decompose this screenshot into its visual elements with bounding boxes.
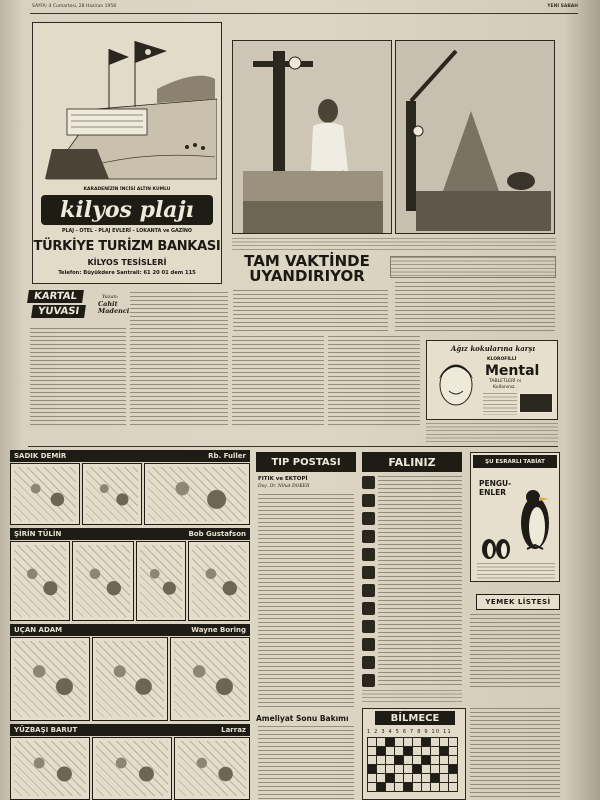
zodiac-icon [362,476,375,489]
comic-panel [82,463,142,525]
zodiac-icon [362,602,375,615]
mental-sub-2: Kullanınız. [493,385,516,390]
woman-face-illustration [431,355,481,415]
feature-photo-right [395,40,555,234]
zodiac-icon [362,566,375,579]
comic-header-ucan [10,624,250,636]
mental-sub-1: TABLETLERİ ni [489,379,522,384]
faliniz-list [362,476,462,686]
zodiac-icon [362,674,375,687]
page-header-date: SAYFA: 4 Cumartesi, 28 Haziran 1958 [32,4,117,9]
bilmece-numbers: 1 2 3 4 5 6 7 8 9 10 11 [367,729,452,735]
comic-author-sadik: Rb. Fuller [208,452,246,460]
comic-header-sirin [10,528,250,540]
tip-postasi-title: TIP POSTASI [271,456,341,468]
yemek-text [470,614,560,690]
zodiac-icon [362,494,375,507]
yemek-title: YEMEK LİSTESİ [485,598,551,606]
comic-title-yuzbasi: YÜZBAŞI BARUT [14,726,78,734]
comic-panel [10,737,90,800]
kilyos-facilities: KİLYOS TESİSLERİ [87,258,167,267]
feature-headline [232,254,382,284]
kartal-title-1: KARTAL [27,290,84,303]
tip-postasi-header [256,452,356,472]
comic-panel [92,637,168,721]
comic-title-ucan: UÇAN ADAM [14,626,63,634]
faliniz-header [362,452,462,472]
comic-panel [144,463,250,525]
comic-panel [72,541,134,621]
mental-text [483,393,517,415]
comic-author-sirin: Bob Gustafson [188,530,246,538]
feature-headline-line1: TAM VAKTİNDE [244,252,370,270]
tip-second-text [258,726,354,800]
mental-kind: KLOROFİLLİ [487,357,517,362]
zodiac-icon [362,656,375,669]
mental-brand: Mental [485,363,540,379]
comics-column [10,450,250,800]
zodiac-icon [362,530,375,543]
feature-lead-box [390,256,556,278]
tip-article-title: FITIK ve EKTOPİ [258,476,308,482]
tip-author: Doç. Dr. Nihat DOKER [258,484,310,489]
kartal-text-col1 [30,328,126,426]
comic-panel [170,637,250,721]
comic-title-sadik: SADIK DEMİR [14,452,67,460]
yemek-header [476,594,560,610]
kilyos-services: PLAJ - OTEL - PLAJ EVLERİ - LOKANTA ve GAZİNO [61,229,193,234]
kartal-byline-2: Cahit Madenci [98,300,130,315]
kartal-title-2: YUVASI [31,305,86,318]
kartal-text-col2 [130,292,228,426]
mental-ad [426,340,558,420]
tip-second-title: Ameliyat Sonu Bakımı [256,714,349,723]
kilyos-brand: kilyos plajı [60,197,194,223]
penguen-animal: PENGU-ENLER [479,479,512,497]
kartal-heading [28,290,136,324]
comic-panel [10,463,80,525]
faliniz-title: FALINIZ [388,455,436,469]
bilmece-clues [470,708,560,800]
header-rule [30,13,578,14]
beach-illustration [37,29,217,189]
feature-text-col2 [395,282,555,334]
feature-text-col4 [328,336,420,426]
comic-header-yuzbasi [10,724,250,736]
section-rule [28,446,558,447]
crossword-grid [367,737,458,792]
kilyos-tagline: KARADENİZİN İNCİSİ ALTIN KUMLU [83,187,171,192]
penguen-ad [470,452,560,582]
feature-headline-line2: UYANDIRIYOR [249,267,365,285]
feature-text-col3 [232,336,324,426]
comic-title-sirin: ŞİRİN TÜLİN [14,530,62,538]
sleeping-photo [396,41,554,233]
bilmece-title: BİLMECE [390,712,440,724]
comic-panel [92,737,172,800]
kilyos-brand-box [41,195,213,225]
comic-panel [10,541,70,621]
bilmece-box [362,708,466,800]
page-header-paper: YENİ SABAH [547,4,578,9]
comic-panel [10,637,90,721]
comic-panel [136,541,186,621]
kilyos-phone: Telefon: Büyükdere Santrali: 61 20 01 dem 115 [58,270,196,276]
penguen-caption [477,563,555,579]
small-penguin-illustration [477,535,513,559]
zodiac-icon [362,638,375,651]
woman-bed-photo [233,41,391,233]
feature-caption [232,238,556,252]
mental-package [519,393,553,413]
penguin-illustration [509,483,557,553]
comic-author-yuzbasi: Larraz [221,726,246,734]
zodiac-icon [362,584,375,597]
faliniz-footer [362,690,462,704]
tip-article-text [258,494,354,710]
kilyos-ad [32,22,222,284]
feature-photo-left [232,40,392,234]
comic-panel [188,541,250,621]
comic-author-ucan: Wayne Boring [191,626,246,634]
kartal-byline-1: Yazan: [102,294,119,300]
penguen-title: ŞU ESRARLI TABİAT [485,458,545,465]
kilyos-bank: TÜRKİYE TURİZM BANKASI [33,239,221,254]
comic-header-sadik [10,450,250,462]
feature-text-col1 [233,290,388,334]
faliniz-text [378,476,462,686]
zodiac-icon [362,620,375,633]
comic-panel [174,737,250,800]
penguen-header [473,455,557,468]
mental-slogan: Ağız kokularına karşı [450,344,536,353]
mental-caption [426,423,558,443]
zodiac-icon [362,548,375,561]
zodiac-icon [362,512,375,525]
bilmece-header [375,711,455,725]
